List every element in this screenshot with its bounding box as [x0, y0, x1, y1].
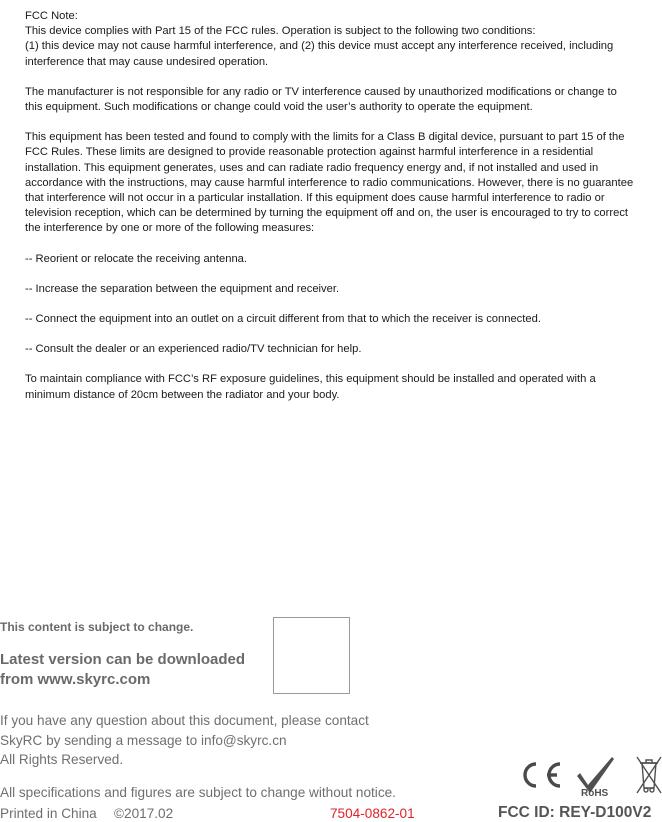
printed-in: Printed in China [0, 806, 97, 821]
rohs-label: RoHS [581, 788, 609, 797]
measure-consult-dealer: -- Consult the dealer or an experienced radio/TV technician for help. [25, 343, 362, 356]
class-b-statement: This equipment has been tested and found to comply with the limits for a Class B digital device, pursuant to part 15 of the FCC Rules. These limits are designed to provide reasonable protection against harmful interference in a residential installation. This equipment generates, uses and can radiate radio frequency energy and, if not installed and used in accordance with the instructions, may cause harmful interference to radio communications. However, there is no guarantee that interference will not occur in a particular installation. If this equipment does cause harmful interference to radio or television reception, which can be determined by turning the equipment off and on, the user is encouraged to try to correct the interference by one or more of the following measures: [25, 131, 634, 235]
measure-increase-separation: -- Increase the separation between the equipment and receiver. [25, 282, 340, 295]
fcc-note-heading: FCC Note: [25, 10, 78, 22]
latest-version-line: Latest version can be downloaded [0, 651, 246, 668]
copyright-year: 2017.02 [124, 806, 174, 821]
rf-exposure-statement: To maintain compliance with FCC’s RF exposure guidelines, this equipment should be installed and operated with a minimum distance of 20cm between the radiator and your body. [25, 373, 596, 401]
fcc-conditions-line: (1) this device may not cause harmful interference, and (2) this device must accept any interference received, including interference that may cause undesired operation. [25, 40, 614, 68]
weee-crossed-bin-icon [637, 757, 661, 793]
download-url-line: from www.skyrc.com [0, 671, 151, 688]
fcc-compliance-line: This device complies with Part 15 of the FCC rules. Operation is subject to the following two conditions: [25, 25, 536, 38]
qr-code-placeholder [273, 617, 350, 694]
contact-info [0, 711, 369, 770]
part-number: 7504-0862-01 [330, 806, 415, 821]
contact-line-1: If you have any question about this document, please contact [0, 713, 369, 728]
latest-version-note [0, 650, 245, 690]
measure-different-outlet: -- Connect the equipment into an outlet on a circuit different from that to which the receiver is connected. [25, 313, 541, 326]
rights-reserved: All Rights Reserved. [0, 752, 124, 767]
manufacturer-disclaimer: The manufacturer is not responsible for any radio or TV interference caused by unauthorized modifications or change to this equipment. Such modifications or change could void the user’s authority to operate the equipment. [25, 85, 617, 114]
contact-line-2: SkyRC by sending a message to info@skyrc.cn [0, 732, 287, 748]
subject-to-change-note: This content is subject to change. [0, 620, 194, 634]
measure-reorient: -- Reorient or relocate the receiving antenna. [25, 252, 248, 265]
fcc-notice [25, 9, 637, 403]
certification-icons [517, 755, 662, 797]
ce-mark-icon [525, 764, 560, 786]
rohs-check-icon [577, 757, 614, 797]
fcc-id: FCC ID: REY-D100V2 [498, 804, 652, 821]
specs-notice: All specifications and figures are subject to change without notice. [0, 785, 396, 800]
copyright-icon: © [114, 806, 125, 821]
